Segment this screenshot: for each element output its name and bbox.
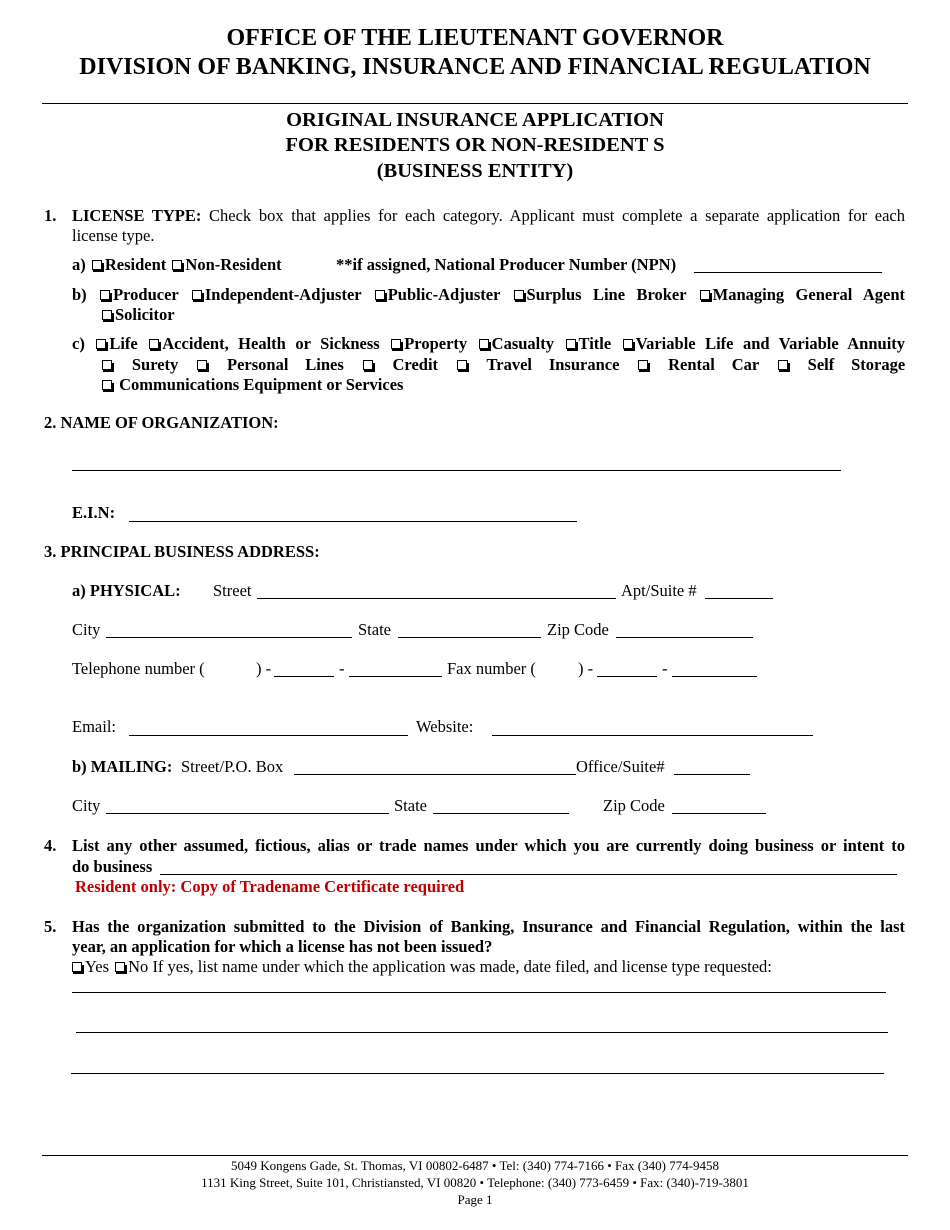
label-self-storage: Self Storage — [807, 355, 906, 374]
mailing-city-input-line[interactable] — [106, 813, 389, 814]
marker-1b: b) — [72, 285, 87, 304]
section-3-heading: 3. PRINCIPAL BUSINESS ADDRESS: — [44, 542, 320, 561]
state-label: State — [358, 620, 391, 639]
header-divider — [42, 103, 908, 104]
tradename-note — [75, 877, 464, 897]
checkbox-no[interactable] — [115, 962, 125, 972]
street-label: Street — [213, 581, 252, 600]
section-4-question: List any other assumed, fictious, alias or trade names under which you are currently doing business or intent to — [72, 836, 905, 855]
section-5-instruction: If yes, list name under which the application was made, date filed, and license type requested: — [152, 957, 772, 976]
row-1b-cont — [100, 305, 175, 325]
section-1-intro — [72, 206, 905, 226]
row-1b — [72, 285, 905, 305]
office-suite-input-line[interactable] — [674, 774, 750, 775]
zip-code-label: Zip Code — [547, 620, 609, 639]
form-title-line-2: FOR RESIDENTS OR NON-RESIDENT S — [285, 134, 665, 156]
footer-address-st-thomas: 5049 Kongens Gade, St. Thomas, VI 00802-6487 • Tel: (340) 774-7166 • Fax (340) 774-9458 — [230, 1158, 720, 1173]
row-1c-line-1 — [72, 334, 905, 354]
email-input-line[interactable] — [129, 735, 408, 736]
telephone-part-1-line[interactable] — [274, 676, 334, 677]
mailing-state-label: State — [394, 796, 427, 815]
fax-paren-close: ) - — [578, 659, 594, 678]
row-1c-line-3 — [100, 375, 403, 395]
label-credit: Credit — [392, 355, 439, 374]
section-5-number: 5. — [44, 917, 57, 936]
telephone-part-2-line[interactable] — [349, 676, 442, 677]
zip-code-input-line[interactable] — [616, 637, 753, 638]
npn-input-line[interactable] — [694, 272, 882, 273]
fax-label: Fax number ( — [447, 659, 536, 678]
fax-part-2-line[interactable] — [672, 676, 757, 677]
email-label: Email: — [72, 717, 116, 736]
checkbox-producer[interactable] — [100, 290, 110, 300]
label-rental-car: Rental Car — [668, 355, 759, 374]
checkbox-surplus-line-broker[interactable] — [514, 290, 524, 300]
label-managing-general-agent: Managing General Agent — [712, 285, 906, 304]
label-property: Property — [404, 334, 468, 353]
section-2-heading: 2. NAME OF ORGANIZATION: — [44, 413, 279, 432]
label-no: No — [128, 957, 149, 976]
trade-names-input-line[interactable] — [160, 874, 897, 875]
physical-label: a) PHYSICAL: — [72, 581, 181, 600]
checkbox-non-resident[interactable] — [172, 260, 182, 270]
checkbox-credit[interactable] — [363, 360, 373, 370]
city-label: City — [72, 620, 101, 639]
checkbox-independent-adjuster[interactable] — [192, 290, 202, 300]
label-personal-lines: Personal Lines — [227, 355, 344, 374]
section-1-number: 1. — [44, 206, 57, 225]
label-surplus-line-broker: Surplus Line Broker — [526, 285, 687, 304]
label-title: Title — [578, 334, 612, 353]
row-1c-line-2 — [100, 355, 905, 375]
application-details-line-2[interactable] — [76, 1032, 888, 1033]
checkbox-resident[interactable] — [92, 260, 102, 270]
fax-dash: - — [662, 659, 668, 678]
telephone-dash: - — [339, 659, 345, 678]
label-non-resident: Non-Resident — [185, 255, 282, 274]
application-details-line-1[interactable] — [72, 992, 886, 993]
checkbox-public-adjuster[interactable] — [375, 290, 385, 300]
checkbox-yes[interactable] — [72, 962, 82, 972]
mailing-zip-code-input-line[interactable] — [672, 813, 766, 814]
apt-suite-label: Apt/Suite # — [621, 581, 697, 600]
section-4-number: 4. — [44, 836, 57, 855]
header-line-2: DIVISION OF BANKING, INSURANCE AND FINANCIAL REGULATION — [79, 54, 871, 80]
label-life: Life — [109, 334, 138, 353]
office-suite-label: Office/Suite# — [576, 757, 665, 776]
label-travel-insurance: Travel Insurance — [486, 355, 620, 374]
form-title-line-3: (BUSINESS ENTITY) — [376, 160, 574, 182]
section-5-question: Has the organization submitted to the Division of Banking, Insurance and Financial Regulation, within the last — [72, 917, 905, 936]
label-casualty: Casualty — [491, 334, 554, 353]
apt-suite-input-line[interactable] — [705, 598, 773, 599]
license-type-instructions-cont: license type. — [72, 226, 155, 245]
label-variable-life-annuity: Variable Life and Variable Annuity — [635, 334, 906, 353]
label-communications-equipment: Communications Equipment or Services — [119, 375, 404, 394]
footer-address-christiansted: 1131 King Street, Suite 101, Christiansted, VI 00820 • Telephone: (340) 773-6459 • Fax: (340)-719-3801 — [201, 1175, 749, 1190]
label-producer: Producer — [113, 285, 179, 304]
label-independent-adjuster: Independent-Adjuster — [204, 285, 362, 304]
checkbox-personal-lines[interactable] — [197, 360, 207, 370]
label-surety: Surety — [131, 355, 179, 374]
license-type-instructions: Check box that applies for each category. Applicant must complete a separate application for each — [209, 206, 906, 225]
label-accident-health-sickness: Accident, Health or Sickness — [162, 334, 380, 353]
checkbox-travel-insurance[interactable] — [457, 360, 467, 370]
application-details-line-3[interactable] — [71, 1073, 884, 1074]
checkbox-managing-general-agent[interactable] — [700, 290, 710, 300]
label-public-adjuster: Public-Adjuster — [387, 285, 501, 304]
state-input-line[interactable] — [398, 637, 541, 638]
form-title-line-1: ORIGINAL INSURANCE APPLICATION — [286, 109, 664, 131]
resident-only-label: Resident only: — [75, 877, 177, 896]
label-resident: Resident — [104, 255, 167, 274]
label-yes: Yes — [85, 957, 110, 976]
checkbox-communications-equipment[interactable] — [102, 380, 112, 390]
section-4-question-cont: do business — [72, 857, 153, 876]
telephone-paren-close: ) - — [256, 659, 272, 678]
checkbox-accident-health-sickness[interactable] — [149, 339, 159, 349]
mailing-city-label: City — [72, 796, 101, 815]
ein-input-line[interactable] — [129, 521, 577, 522]
checkbox-self-storage[interactable] — [778, 360, 788, 370]
checkbox-title[interactable] — [566, 339, 576, 349]
checkbox-rental-car[interactable] — [638, 360, 648, 370]
footer-divider — [42, 1155, 908, 1156]
fax-part-1-line[interactable] — [597, 676, 657, 677]
organization-name-input-line[interactable] — [72, 470, 841, 471]
checkbox-life[interactable] — [96, 339, 106, 349]
header-line-1: OFFICE OF THE LIEUTENANT GOVERNOR — [226, 25, 724, 51]
mailing-label: b) MAILING: — [72, 757, 173, 776]
mailing-street-input-line[interactable] — [294, 774, 576, 775]
street-input-line[interactable] — [257, 598, 616, 599]
mailing-state-input-line[interactable] — [433, 813, 569, 814]
label-solicitor: Solicitor — [115, 305, 175, 324]
city-input-line[interactable] — [106, 637, 352, 638]
tradename-certificate-note: Copy of Tradename Certificate required — [180, 877, 465, 896]
mailing-zip-code-label: Zip Code — [603, 796, 665, 815]
checkbox-surety[interactable] — [102, 360, 112, 370]
section-5-question-cont: year, an application for which a license has not been issued? — [72, 937, 493, 956]
checkbox-casualty[interactable] — [479, 339, 489, 349]
npn-label: **if assigned, National Producer Number (NPN) — [336, 255, 677, 274]
mailing-street-label: Street/P.O. Box — [181, 757, 284, 776]
license-type-label: LICENSE TYPE: — [72, 206, 202, 225]
checkbox-property[interactable] — [391, 339, 401, 349]
row-1a — [72, 255, 282, 275]
footer-page-number: Page 1 — [457, 1192, 493, 1207]
checkbox-variable-life-annuity[interactable] — [623, 339, 633, 349]
website-input-line[interactable] — [492, 735, 813, 736]
website-label: Website: — [416, 717, 474, 736]
section-5-answer-row — [72, 957, 772, 977]
marker-1a: a) — [72, 255, 86, 274]
ein-label: E.I.N: — [72, 503, 116, 522]
telephone-label: Telephone number ( — [72, 659, 205, 678]
checkbox-solicitor[interactable] — [102, 310, 112, 320]
marker-1c: c) — [72, 334, 85, 353]
